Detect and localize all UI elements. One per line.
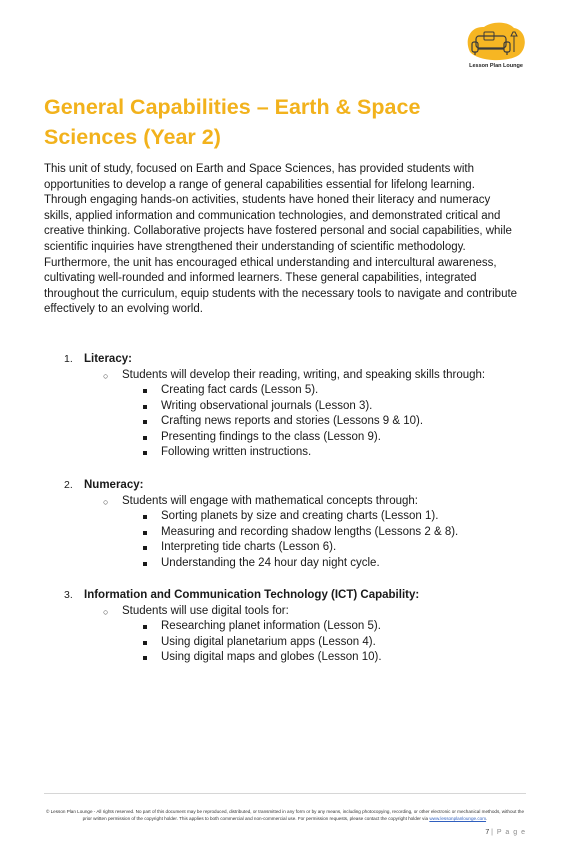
intro-paragraph: This unit of study, focused on Earth and Space Sciences, has provided students with opportunities to develop a range of general capabilities essential for lifelong learning. Through engaging hands-on activities, students have honed their literacy and numeracy skills, applied information and communication technologies, and demonstrated critical and creative thinking. Collaborative projects have fostered personal and social capabilities, while scientific inquiries have strengthened their understanding of scientific methodology. Furthermore, the unit has encouraged ethical understanding and intercultural awareness, cultivating well-rounded and informed learners. These general capabilities, integrated throughout the curriculum, equip students with the necessary tools to navigate and contribute effectively to an evolving world. xyxy=(44,163,518,316)
list-item-text: Using digital maps and globes (Lesson 10). xyxy=(161,651,382,663)
footer-divider xyxy=(44,793,526,794)
section-number: 3. xyxy=(64,589,73,601)
circle-bullet-icon: ○ xyxy=(103,371,109,381)
logo-text: Lesson Plan Lounge xyxy=(469,63,523,69)
square-bullet-icon xyxy=(143,656,147,660)
square-bullet-icon xyxy=(143,562,147,566)
section-intro: Students will develop their reading, writing, and speaking skills through: xyxy=(122,368,486,381)
list-item-text: Researching planet information (Lesson 5). xyxy=(161,620,381,632)
circle-bullet-icon: ○ xyxy=(103,607,109,617)
list-item-text: Writing observational journals (Lesson 3). xyxy=(161,399,373,412)
sofa-logo-icon xyxy=(462,22,528,64)
list-item-text: Crafting news reports and stories (Lessons 9 & 10). xyxy=(161,415,424,427)
section-number: 2. xyxy=(64,479,73,491)
square-bullet-icon xyxy=(143,625,147,629)
website-link[interactable]: www.lessonplanlounge.com xyxy=(429,816,487,822)
square-bullet-icon xyxy=(143,641,147,645)
section-heading: Literacy: xyxy=(84,353,132,365)
copyright-suffix: . xyxy=(486,816,488,822)
list-item-text: Measuring and recording shadow lengths (Lessons 2 & 8). xyxy=(161,525,459,538)
circle-bullet-icon: ○ xyxy=(103,497,109,507)
section-heading: Information and Communication Technology (ICT) Capability: xyxy=(84,589,420,601)
square-bullet-icon xyxy=(143,546,147,550)
square-bullet-icon xyxy=(143,451,147,455)
section-intro: Students will use digital tools for: xyxy=(122,604,289,617)
page-label: | P a g e xyxy=(491,829,526,836)
page-number xyxy=(485,829,526,836)
footer-copyright xyxy=(44,808,526,822)
section-number: 1. xyxy=(64,353,73,365)
list-item-text: Using digital planetarium apps (Lesson 4). xyxy=(161,635,376,648)
copyright-text: © Lesson Plan Lounge - All rights reserved. No part of this document may be reproduced, distributed, or transmitted in any form or by any means, including photocopying, recording, or other electronic or mechanical methods, without the prior written permission of the copyright holder. This applies to both commercial and non-commercial use. For permission requests, please contact the copyright holder via xyxy=(45,809,525,822)
square-bullet-icon xyxy=(143,515,147,519)
square-bullet-icon xyxy=(143,405,147,409)
page-number-value: 7 xyxy=(485,829,490,836)
page-title: General Capabilities – Earth & Space Sciences (Year 2) xyxy=(44,95,421,149)
list-item-text: Sorting planets by size and creating charts (Lesson 1). xyxy=(161,510,439,522)
list-item-text: Following written instructions. xyxy=(161,446,312,458)
section-heading: Numeracy: xyxy=(84,479,144,491)
list-item-text: Interpreting tide charts (Lesson 6). xyxy=(161,541,337,553)
square-bullet-icon xyxy=(143,531,147,535)
square-bullet-icon xyxy=(143,436,147,440)
list-item-text: Creating fact cards (Lesson 5). xyxy=(161,384,319,396)
section-intro: Students will engage with mathematical concepts through: xyxy=(122,494,418,507)
square-bullet-icon xyxy=(143,420,147,424)
square-bullet-icon xyxy=(143,389,147,393)
list-item-text: Presenting findings to the class (Lesson 9). xyxy=(161,430,381,443)
list-item-text: Understanding the 24 hour day night cycle. xyxy=(161,556,380,569)
